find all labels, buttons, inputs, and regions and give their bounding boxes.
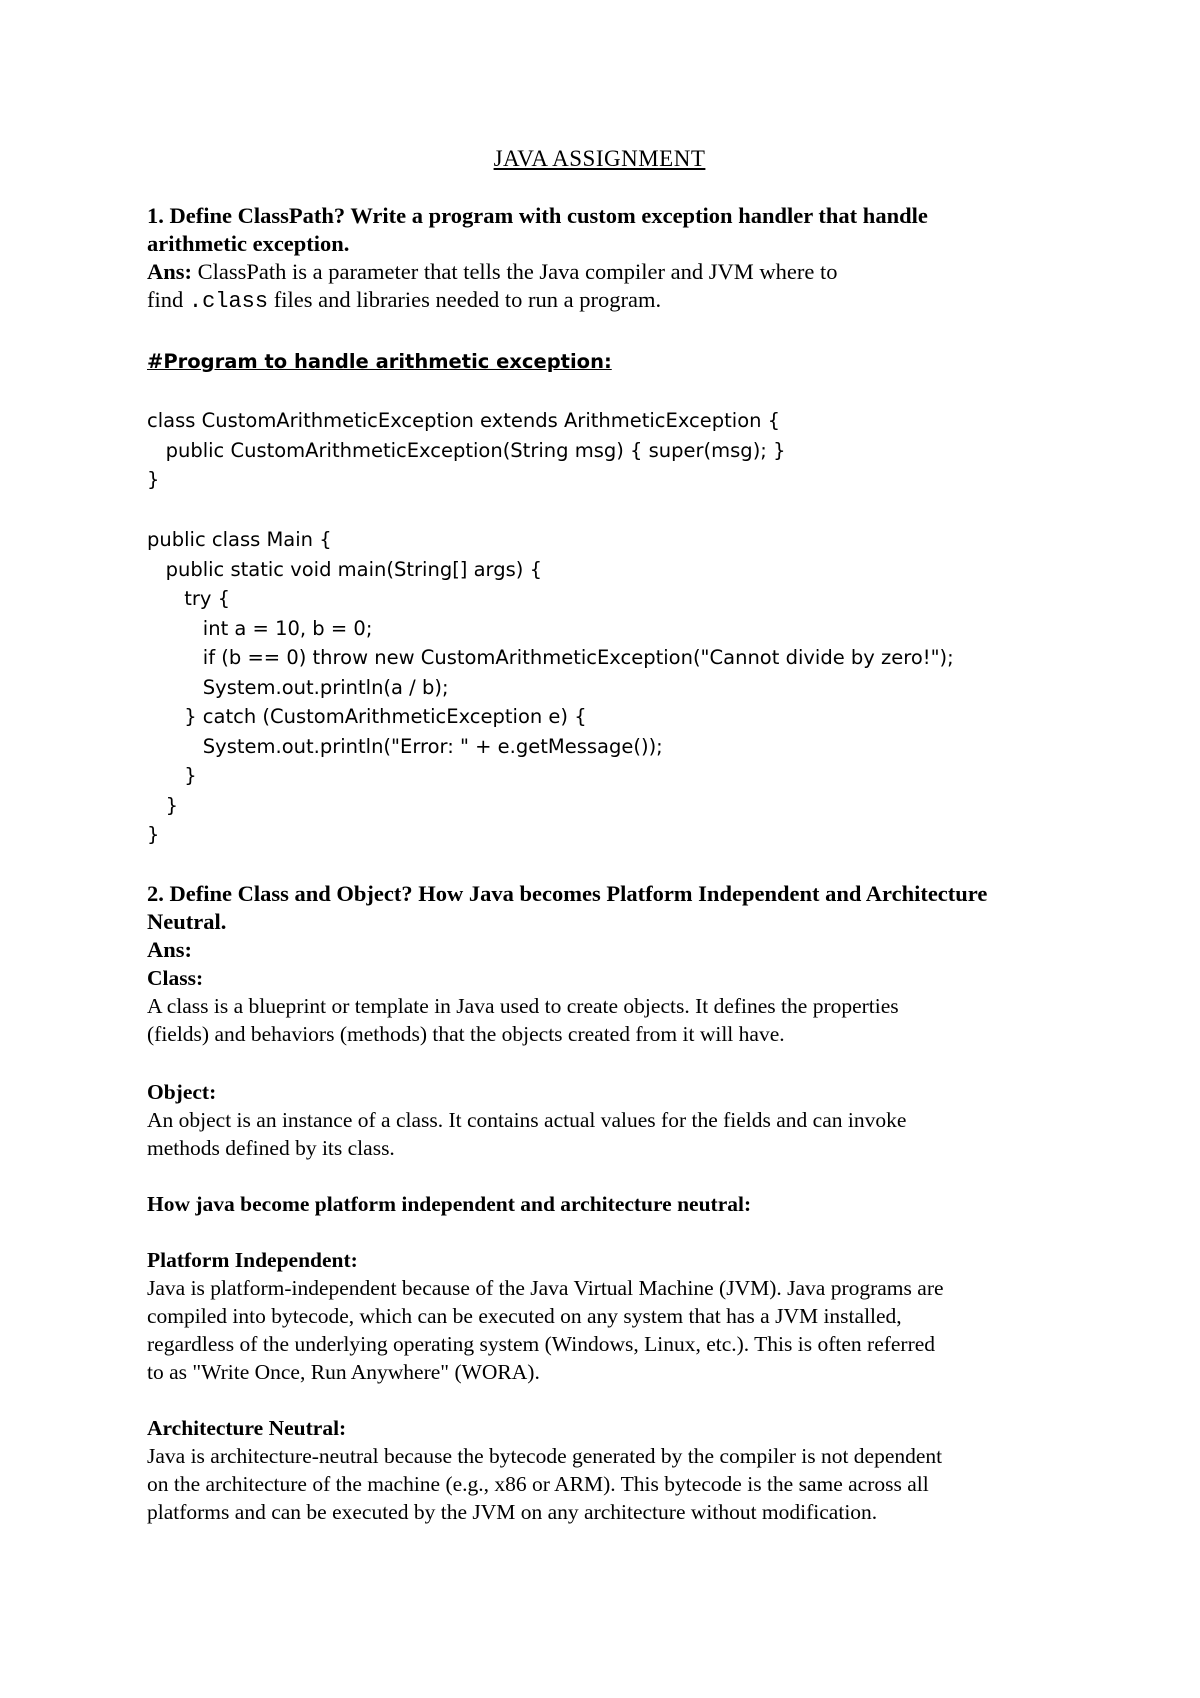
code-line: } xyxy=(147,793,179,817)
program-heading: #Program to handle arithmetic exception: xyxy=(147,350,612,373)
code-line: public CustomArithmeticException(String msg) { super(msg); } xyxy=(147,438,786,462)
how-section xyxy=(147,1190,1077,1218)
code-line: } xyxy=(147,823,160,846)
platform-text-line: to as "Write Once, Run Anywhere" (WORA). xyxy=(147,1360,540,1384)
question-2-line-1: 2. Define Class and Object? How Java becomes Platform Independent and Architecture xyxy=(147,881,988,906)
answer-1-line-1 xyxy=(147,258,1077,286)
answer-2-label: Ans: xyxy=(147,937,193,962)
code-line: } catch (CustomArithmeticException e) { xyxy=(147,705,587,728)
class-text-line: A class is a blueprint or template in Java used to create objects. It defines the properties xyxy=(147,994,899,1018)
code-block-main xyxy=(147,525,1077,850)
answer-1 xyxy=(147,258,1077,316)
code-line: System.out.println("Error: " + e.getMessage()); xyxy=(147,734,663,758)
question-2 xyxy=(147,880,1077,1048)
class-heading: Class: xyxy=(147,966,204,990)
classfile-code: .class xyxy=(188,289,269,314)
architecture-heading: Architecture Neutral: xyxy=(147,1416,347,1440)
code-block-exception xyxy=(147,406,1077,495)
class-text-line: (fields) and behaviors (methods) that the objects created from it will have. xyxy=(147,1022,785,1046)
code-line: public static void main(String[] args) { xyxy=(147,557,542,581)
architecture-text-line: on the architecture of the machine (e.g., x86 or ARM). This bytecode is the same across all xyxy=(147,1472,929,1496)
question-2-line-2: Neutral. xyxy=(147,909,227,934)
object-text-line: methods defined by its class. xyxy=(147,1136,395,1160)
platform-text-line: compiled into bytecode, which can be executed on any system that has a JVM installed, xyxy=(147,1304,902,1328)
program-heading-block xyxy=(147,348,1077,376)
architecture-text-line: Java is architecture-neutral because the bytecode generated by the compiler is not dependent xyxy=(147,1444,943,1468)
code-line: public class Main { xyxy=(147,528,332,551)
code-line: try { xyxy=(147,587,230,610)
code-line: } xyxy=(147,764,197,787)
question-1 xyxy=(147,202,1077,258)
answer-1-line-2-post: files and libraries needed to run a program. xyxy=(268,287,662,312)
answer-1-line-2-pre: find xyxy=(147,287,189,312)
code-line: class CustomArithmeticException extends ArithmeticException { xyxy=(147,409,781,432)
answer-1-text: ClassPath is a parameter that tells the Java compiler and JVM where to xyxy=(192,259,838,284)
platform-text-line: Java is platform-independent because of the Java Virtual Machine (JVM). Java programs are xyxy=(147,1276,944,1300)
question-1-line-2: arithmetic exception. xyxy=(147,231,350,256)
object-text-line: An object is an instance of a class. It contains actual values for the fields and can invoke xyxy=(147,1108,907,1132)
architecture-text-line: platforms and can be executed by the JVM on any architecture without modification. xyxy=(147,1500,878,1524)
platform-heading: Platform Independent: xyxy=(147,1248,358,1272)
how-heading: How java become platform independent and architecture neutral: xyxy=(147,1192,752,1216)
object-section xyxy=(147,1078,1077,1162)
answer-label: Ans: xyxy=(147,259,193,284)
object-heading: Object: xyxy=(147,1080,217,1104)
question-1-line-1: 1. Define ClassPath? Write a program with custom exception handler that handle xyxy=(147,203,928,228)
code-line: if (b == 0) throw new CustomArithmeticException("Cannot divide by zero!"); xyxy=(147,646,954,669)
answer-1-line-2 xyxy=(147,286,1077,316)
document-title: JAVA ASSIGNMENT xyxy=(493,146,706,171)
platform-section xyxy=(147,1246,1077,1386)
code-line: int a = 10, b = 0; xyxy=(147,616,373,640)
architecture-section xyxy=(147,1414,1077,1526)
code-line: } xyxy=(147,468,160,491)
platform-text-line: regardless of the underlying operating system (Windows, Linux, etc.). This is often referred xyxy=(147,1332,936,1356)
code-line: System.out.println(a / b); xyxy=(147,675,449,699)
